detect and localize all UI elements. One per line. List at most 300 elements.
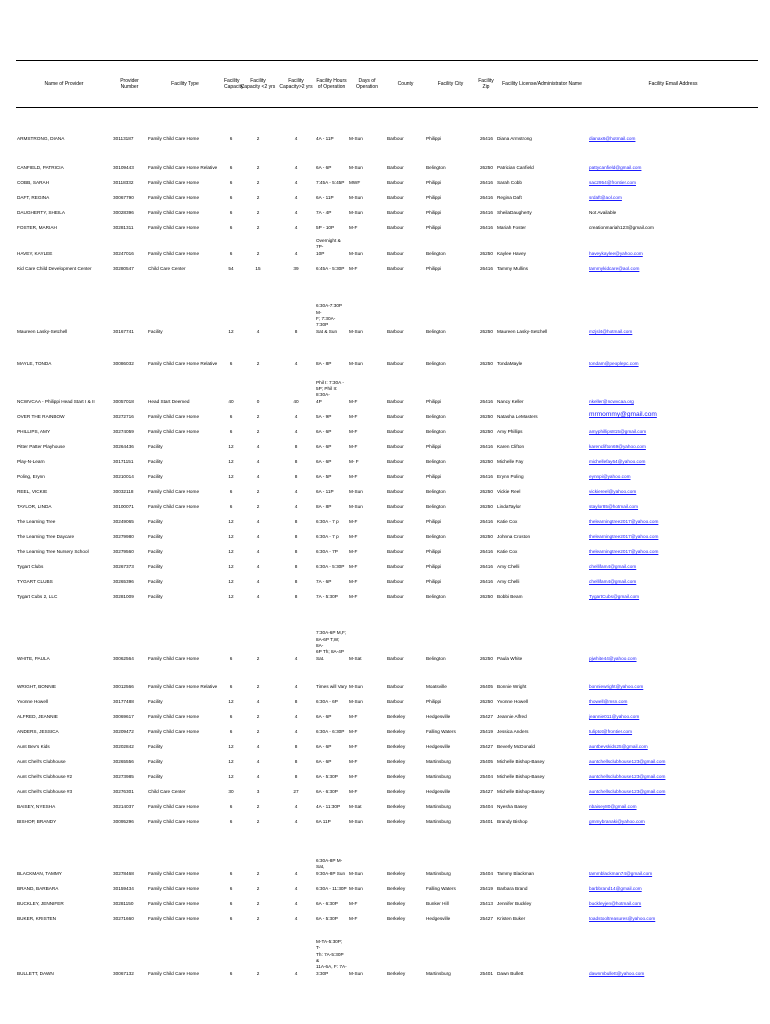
cell-county: Barbour [387, 548, 404, 554]
cell-email[interactable]: auntchellsclubhouse123@gmail.com [589, 788, 666, 794]
table-row [16, 186, 758, 201]
cell-facility-type: Facility [148, 548, 163, 554]
cell-capacity: 12 [228, 578, 234, 584]
cell-hours: 8A - 8P [316, 360, 332, 366]
cell-capacity-over-2: 8 [294, 698, 298, 704]
header-days: Days of Operation [348, 61, 386, 108]
header-capacity-under-2: Facility Capacity <2 yrs [239, 61, 277, 108]
cell-days: M-F [349, 900, 358, 906]
cell-zip: 26416 [479, 518, 493, 524]
cell-capacity-under-2: 2 [256, 224, 260, 230]
cell-provider-number: 30095296 [113, 818, 134, 824]
cell-county: Barbour [387, 428, 404, 434]
cell-county: Barbour [387, 458, 404, 464]
cell-capacity-under-2: 3 [256, 788, 260, 794]
cell-email[interactable]: dawnmbullett@yahoo.com [589, 970, 645, 976]
cell-provider-number: 30278468 [113, 870, 134, 876]
cell-county: Barbour [387, 224, 404, 230]
cell-provider-name: TAYLOR, LINDA [17, 503, 52, 509]
cell-email[interactable]: auntchellsclubhouse123@gmail.com [589, 758, 666, 764]
cell-email[interactable]: tuliptot@frontier.com [589, 728, 633, 734]
cell-capacity: 6 [229, 194, 233, 200]
cell-administrator: Vickie Reel [497, 488, 521, 494]
cell-provider-name: COBB, SARAH [17, 179, 50, 185]
cell-facility-type: Family Child Care Home [148, 209, 200, 215]
cell-facility-type: Family Child Care Home [148, 803, 200, 809]
cell-email[interactable]: barbbrand14@gmail.com [589, 885, 642, 891]
header-administrator: Facility License/Administrator Name [496, 61, 588, 108]
cell-facility-type [147, 142, 223, 156]
cell-capacity-over-2 [277, 142, 315, 156]
cell-provider-number: 30062564 [113, 655, 134, 661]
header-zip: Facility Zip [476, 61, 496, 108]
cell-zip: 26250 [479, 164, 493, 170]
cell-email[interactable]: haveykaylee@yahoo.com [589, 250, 643, 256]
cell-provider-number: 30028396 [113, 209, 134, 215]
cell-zip: 25419 [479, 885, 493, 891]
cell-provider-number: 30274059 [113, 428, 134, 434]
table-row [16, 435, 758, 450]
cell-hours: 6A - 6P [316, 713, 332, 719]
cell-administrator: Maureen Lasky-Setchell [497, 328, 548, 334]
cell-county: Berkeley [387, 970, 406, 976]
cell-email[interactable]: tondam@peoplepc.com [589, 360, 639, 366]
cell-hours: 6A - 6:30P [316, 788, 338, 794]
table-row [16, 892, 758, 907]
cell-facility-type: Family Child Care Home [148, 488, 200, 494]
cell-county: Berkeley [387, 900, 406, 906]
header-facility-type: Facility Type [147, 61, 223, 108]
cell-capacity-over-2: 4 [294, 970, 298, 976]
cell-county: Berkeley [387, 773, 406, 779]
cell-capacity-under-2: 4 [256, 593, 260, 599]
cell-days: M-Sun [349, 164, 363, 170]
cell-county: Barbour [387, 473, 404, 479]
cell-county: Berkeley [387, 728, 406, 734]
cell-city: Philippi [426, 398, 442, 404]
cell-provider-number: 30214037 [113, 803, 134, 809]
cell-capacity: 6 [229, 135, 233, 141]
cell-email[interactable]: amyphillips815@gmail.com [589, 428, 647, 434]
table-row [16, 216, 758, 231]
cell-city: Philippi [426, 578, 442, 584]
cell-email[interactable]: auntchellsclubhouse123@gmail.com [589, 773, 666, 779]
cell-hours: 6:30A - 11:30P [316, 885, 347, 891]
cell-facility-type: Family Child Care Home [148, 970, 200, 976]
cell-email[interactable]: thowell@msn.com [589, 698, 628, 704]
cell-capacity-over-2: 8 [294, 593, 298, 599]
cell-capacity: 12 [228, 443, 234, 449]
cell-provider-name: Pitter Patter Playhouse [17, 443, 65, 449]
header-hours: Facility Hours of Operation [315, 61, 348, 108]
cell-provider-number: 30171151 [113, 458, 134, 464]
cell-county: Barbour [387, 398, 404, 404]
cell-provider-number: 30281009 [113, 593, 134, 599]
cell-email[interactable]: thelearningtree2017@yahoo.com [589, 518, 659, 524]
cell-capacity-over-2: 4 [294, 900, 298, 906]
cell-capacity: 6 [229, 360, 233, 366]
cell-hours: 8A - 8P [316, 503, 332, 509]
cell-email[interactable]: vickiereel@yahoo.com [589, 488, 637, 494]
cell-capacity-over-2: 4 [294, 713, 298, 719]
cell-provider-name: Aunt Chell's Clubhouse #3 [17, 788, 73, 794]
cell-facility-type: Family Child Care Home [148, 728, 200, 734]
cell-capacity-over-2: 4 [294, 885, 298, 891]
cell-provider-name: BRAND, BARBARA [17, 885, 59, 891]
cell-administrator: Barbara Brand [497, 885, 528, 891]
cell-capacity-under-2 [239, 142, 277, 156]
cell-facility-type: Facility [148, 563, 163, 569]
table-row [16, 272, 758, 335]
cell-hours: 6:45A - 5:30P [316, 265, 345, 271]
cell-county [386, 142, 425, 156]
cell-county: Berkeley [387, 870, 406, 876]
cell-hours: 6:30A-7:30P M- F; 7:30A-7:30P Sat & Sun [316, 303, 342, 334]
cell-facility-type: Facility [148, 758, 163, 764]
cell-capacity-over-2: 4 [294, 164, 298, 170]
cell-city: Philippi [426, 135, 442, 141]
cell-capacity-under-2: 2 [256, 728, 260, 734]
table-row [16, 825, 758, 877]
cell-capacity-over-2: 4 [294, 209, 298, 215]
cell-capacity-under-2: 4 [256, 473, 260, 479]
cell-email[interactable]: michellefay64@yahoo.com [589, 458, 646, 464]
cell-facility-type: Family Child Care Home [148, 250, 200, 256]
cell-zip: 26416 [479, 563, 493, 569]
cell-provider-number: 30069617 [113, 713, 134, 719]
cell-capacity: 30 [228, 788, 234, 794]
cell-zip: 25427 [479, 713, 493, 719]
cell-email[interactable]: mrmommy@gmail.com [589, 411, 657, 419]
header-provider-name: Name of Provider [16, 61, 112, 108]
cell-county: Barbour [387, 578, 404, 584]
cell-days: M-F [349, 413, 358, 419]
cell-capacity: 12 [228, 593, 234, 599]
cell-provider-name: BUCKLEY, JENNIFER [17, 900, 64, 906]
cell-capacity-over-2: 4 [294, 224, 298, 230]
cell-provider-name: BLACKMAN, TAMMY [17, 870, 62, 876]
cell-provider-number: 30273985 [113, 773, 134, 779]
cell-hours: 7A - 6P [316, 578, 332, 584]
cell-administrator: Bonnie Wright [497, 683, 527, 689]
cell-facility-type: Facility [148, 743, 163, 749]
cell-city: Philippi [426, 209, 442, 215]
cell-days: M-F [349, 773, 358, 779]
cell-capacity-under-2: 2 [256, 179, 260, 185]
cell-capacity: 12 [228, 458, 234, 464]
cell-days: M-F [349, 265, 358, 271]
header-row [16, 61, 758, 108]
cell-email[interactable]: eynnpi@yahoo.com [589, 473, 631, 479]
table-row [16, 156, 758, 171]
cell-capacity-over-2: 40 [293, 398, 299, 404]
header-county: County [386, 61, 425, 108]
cell-provider-name: WHITE, PAULA [17, 655, 50, 661]
cell-provider-number: 30265396 [113, 578, 134, 584]
cell-provider-number: 30159434 [113, 885, 134, 891]
cell-capacity: 6 [229, 870, 233, 876]
cell-capacity-under-2: 4 [256, 458, 260, 464]
cell-provider-name: BISHOP, BRANDY [17, 818, 57, 824]
cell-days: M-F [349, 578, 358, 584]
cell-capacity-under-2: 2 [256, 488, 260, 494]
cell-email[interactable]: auntbevskids25@gmail.com [589, 743, 648, 749]
cell-hours: 6A - 6P [316, 428, 332, 434]
cell-days: M-Sun [349, 970, 363, 976]
cell-provider-name: CANFIELD, PATRICIA [17, 164, 64, 170]
cell-days: MWF [349, 179, 361, 185]
cell-zip: 26416 [479, 224, 493, 230]
cell-zip: 26250 [479, 698, 493, 704]
table-row [16, 735, 758, 750]
cell-provider-name: BUKER, KRISTEN [17, 915, 57, 921]
cell-email[interactable]: karenclifton69@yahoo.com [589, 443, 646, 449]
cell-capacity-over-2: 8 [294, 328, 298, 334]
cell-zip [476, 142, 496, 156]
cell-capacity-over-2: 4 [294, 503, 298, 509]
cell-hours: 6A - 11P [316, 488, 334, 494]
table-row [16, 720, 758, 735]
cell-hours: 6A - 6P [316, 458, 332, 464]
cell-email[interactable]: tammblackman74@gmail.com [589, 870, 653, 876]
cell-zip: 25405 [479, 758, 493, 764]
cell-provider-number: 30280547 [113, 265, 134, 271]
cell-provider-name: FOSTER, MARIAH [17, 224, 57, 230]
cell-email[interactable]: toadstooltreasures@yahoo.com [589, 915, 656, 921]
cell-city: Philippi [426, 194, 442, 200]
cell-provider-name: BAISEY, NYESHA [17, 803, 56, 809]
cell-capacity-over-2: 4 [294, 135, 298, 141]
cell-capacity: 12 [228, 473, 234, 479]
cell-county: Barbour [387, 135, 404, 141]
cell-email[interactable]: chellifam4@gmail.com [589, 563, 637, 569]
cell-email: Not Available [589, 209, 617, 215]
cell-administrator: Patrician Canfield [497, 164, 534, 170]
cell-days: M-Sun [349, 194, 363, 200]
table-row [16, 201, 758, 216]
cell-days: M-Sun [349, 209, 363, 215]
cell-email[interactable]: TygartCubs@gmail.com [589, 593, 640, 599]
cell-administrator: Johnna Croston [497, 533, 531, 539]
cell-capacity-over-2: 4 [294, 360, 298, 366]
cell-email[interactable]: pattycanfield@gmail.com [589, 164, 642, 170]
cell-facility-type: Family Child Care Home [148, 503, 200, 509]
cell-email[interactable]: gmmybranaki@yahoo.com [589, 818, 645, 824]
cell-facility-type: Family Child Care Home Relative [148, 360, 218, 366]
cell-email[interactable]: srdaft@aol.com [589, 194, 622, 200]
cell-capacity: 6 [229, 250, 233, 256]
cell-facility-type: Family Child Care Home [148, 413, 200, 419]
cell-zip: 26250 [479, 250, 493, 256]
table-row [16, 257, 758, 272]
cell-zip: 26416 [479, 209, 493, 215]
cell-provider-name: REEL, VICKIE [17, 488, 48, 494]
cell-capacity-under-2: 2 [256, 713, 260, 719]
cell-administrator: LindaTaylor [497, 503, 521, 509]
cell-days: M-F [349, 758, 358, 764]
cell-hours: 6:30A - 7 p [316, 533, 339, 539]
cell-capacity: 12 [228, 563, 234, 569]
cell-email[interactable]: staylor85@hotmail.com [589, 503, 639, 509]
cell-days: M-F [349, 593, 358, 599]
cell-capacity: 6 [229, 209, 233, 215]
table-row [16, 335, 758, 367]
table-row [16, 922, 758, 977]
cell-facility-type: Facility [148, 328, 163, 334]
cell-email[interactable]: nkeller@ncwvcaa.org [589, 398, 634, 404]
cell-email[interactable]: chellifam4@gmail.com [589, 578, 637, 584]
cell-facility-type: Family Child Care Home Relative [148, 164, 218, 170]
cell-administrator: Jeannie Alfred [497, 713, 527, 719]
cell-capacity: 54 [228, 265, 234, 271]
cell-city: Philippi [426, 518, 442, 524]
cell-city: Philippi [426, 563, 442, 569]
cell-capacity-over-2: 8 [294, 758, 298, 764]
cell-capacity: 12 [228, 743, 234, 749]
cell-capacity-over-2: 4 [294, 428, 298, 434]
cell-city: Martinsburg [426, 758, 451, 764]
cell-county: Berkeley [387, 713, 406, 719]
cell-county: Barbour [387, 533, 404, 539]
cell-administrator: Katie Cox [497, 548, 518, 554]
cell-provider-name: OVER THE RAINBOW [17, 413, 65, 419]
cell-zip: 26250 [479, 503, 493, 509]
cell-zip: 26416 [479, 194, 493, 200]
cell-capacity-over-2: 4 [294, 728, 298, 734]
cell-zip: 25413 [479, 900, 493, 906]
cell-provider-number: 30067132 [113, 970, 134, 976]
cell-hours: M-TA-5:30P; T- Th: 7A-5:30P & 11A-6A, F: 7A- 3:30P [316, 938, 347, 976]
cell-facility-type: Family Child Care Home [148, 428, 200, 434]
cell-capacity-under-2: 4 [256, 743, 260, 749]
cell-email[interactable]: tammykidcare@aol.com [589, 265, 640, 271]
cell-city: Moatsville [426, 683, 447, 689]
cell-days: M-Sat [349, 655, 362, 661]
cell-days [348, 142, 386, 156]
header-facility-capacity: Facility Capacity [223, 61, 239, 108]
cell-administrator: Jennifer Buckley [497, 900, 532, 906]
table-row [16, 420, 758, 435]
cell-email[interactable]: pjwhite44@yahoo.com [589, 655, 637, 661]
cell-provider-number: 30271660 [113, 915, 134, 921]
cell-email[interactable]: jeannie011@yahoo.com [589, 713, 640, 719]
cell-days: M-Sun [349, 250, 363, 256]
cell-days: M-Sun [349, 360, 363, 366]
cell-email[interactable]: thelearningtree2017@yahoo.com [589, 533, 659, 539]
cell-capacity-under-2: 2 [256, 164, 260, 170]
cell-email[interactable]: mzjsl4@hotmail.com [589, 328, 633, 334]
cell-provider-number: 30276301 [113, 788, 134, 794]
cell-county: Barbour [387, 503, 404, 509]
cell-administrator: Bobbi Beam [497, 593, 523, 599]
cell-capacity: 6 [229, 900, 233, 906]
cell-county: Barbour [387, 360, 404, 366]
cell-facility-type: Family Child Care Home [148, 818, 200, 824]
cell-administrator: Nancy Keller [497, 398, 524, 404]
cell-provider-name: Poling, Erynn [17, 473, 45, 479]
cell-facility-type: Family Child Care Home [148, 224, 200, 230]
cell-administrator: Sarah Cobb [497, 179, 523, 185]
cell-facility-type: Family Child Care Home Relative [148, 683, 218, 689]
cell-provider-number: 30265556 [113, 758, 134, 764]
cell-zip: 25427 [479, 788, 493, 794]
cell-facility-type: Child Care Center [148, 788, 186, 794]
cell-email[interactable]: bonniewright@yahoo.com [589, 683, 644, 689]
cell-zip: 26416 [479, 578, 493, 584]
cell-provider-name: Kid Care Child Development Center [17, 265, 92, 271]
cell-administrator: Katie Cox [497, 518, 518, 524]
cell-county: Berkeley [387, 915, 406, 921]
cell-provider-number: 30109443 [113, 164, 134, 170]
cell-capacity-under-2: 4 [256, 698, 260, 704]
cell-email[interactable]: nbaisey80@gmail.com [589, 803, 637, 809]
cell-capacity: 6 [229, 179, 233, 185]
cell-capacity-over-2: 8 [294, 563, 298, 569]
cell-provider-number: 30281311 [113, 224, 134, 230]
cell-capacity-over-2: 4 [294, 803, 298, 809]
cell-administrator: Michelle Bishop-Basey [497, 773, 545, 779]
cell-city: Hedgesville [426, 743, 451, 749]
cell-administrator: Natasha LeMasters [497, 413, 538, 419]
cell-email[interactable]: buckleyjen@hotmail.com [589, 900, 642, 906]
cell-capacity-over-2: 4 [294, 655, 298, 661]
cell-provider-name: The Learning Tree Nursery School [17, 548, 89, 554]
cell-facility-type: Family Child Care Home [148, 194, 200, 200]
cell-capacity-over-2: 4 [294, 683, 298, 689]
cell-capacity-under-2: 4 [256, 758, 260, 764]
cell-provider-name: DAFT, REGINA [17, 194, 50, 200]
cell-email[interactable]: sac2954@frontier.com [589, 179, 636, 185]
cell-city [425, 142, 476, 156]
cell-capacity-under-2: 2 [256, 683, 260, 689]
cell-days: M-F [349, 518, 358, 524]
table-row [16, 171, 758, 186]
cell-city: Philippi [426, 179, 442, 185]
cell-hours: 6A - 6P [316, 743, 332, 749]
table-row [16, 367, 758, 405]
cell-administrator: Michelle Fay [497, 458, 524, 464]
cell-email[interactable]: thelearningtree2017@yahoo.com [589, 548, 659, 554]
cell-city: Martinsburg [426, 803, 451, 809]
cell-hours: 6:30A - 7P [316, 548, 338, 554]
cell-capacity [223, 142, 239, 156]
cell-capacity: 6 [229, 488, 233, 494]
cell-hours: 6A - 6P [316, 164, 332, 170]
cell-city: Martinsburg [426, 970, 451, 976]
cell-administrator: Amy Phillips [497, 428, 523, 434]
cell-zip: 25427 [479, 915, 493, 921]
cell-facility-type: Facility [148, 773, 163, 779]
cell-zip: 25401 [479, 970, 493, 976]
cell-provider-number: 30267373 [113, 563, 134, 569]
cell-hours: 6A - 6P [316, 443, 332, 449]
cell-county: Barbour [387, 655, 404, 661]
cell-provider-name: Yvonne Howell [17, 698, 49, 704]
table-row [16, 795, 758, 810]
cell-county: Berkeley [387, 758, 406, 764]
cell-city: Belington [426, 164, 446, 170]
cell-city: Bunker Hill [426, 900, 449, 906]
table-row [16, 231, 758, 257]
cell-provider-number: 30113187 [113, 135, 134, 141]
cell-facility-type: Family Child Care Home [148, 885, 200, 891]
cell-zip: 26416 [479, 548, 493, 554]
cell-zip: 26416 [479, 265, 493, 271]
cell-facility-type: Facility [148, 698, 163, 704]
cell-county: Barbour [387, 698, 404, 704]
cell-capacity-over-2: 8 [294, 578, 298, 584]
cell-email[interactable]: dianax6@hotmail.com [589, 135, 636, 141]
